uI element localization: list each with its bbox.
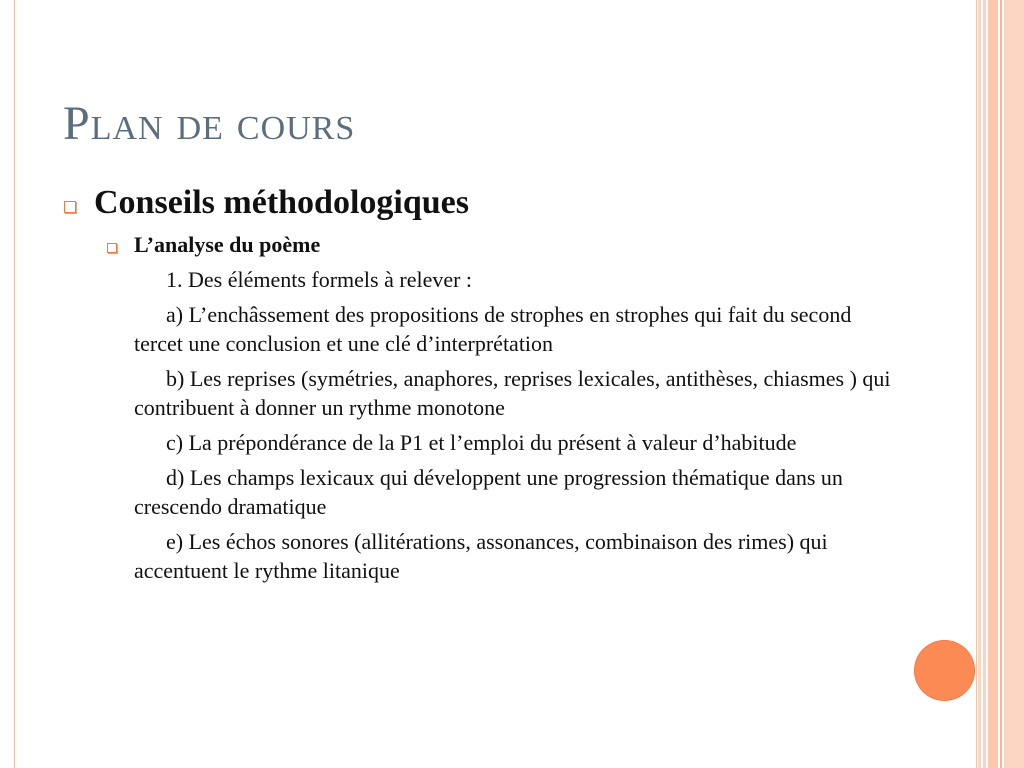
paragraph-a: a) L’enchâssement des propositions de strophes en strophes qui fait du second tercet une conclusion et une clé d’interprétation [134, 302, 852, 356]
body-text [134, 265, 894, 591]
stripe [983, 0, 986, 768]
paragraph-intro: 1. Des éléments formels à relever : [166, 267, 473, 292]
stripe [978, 0, 981, 768]
stripe [988, 0, 998, 768]
paragraph-e: e) Les échos sonores (allitérations, assonances, combinaison des rimes) qui accentuent le rythme litanique [134, 529, 828, 583]
paragraph-c: c) La prépondérance de la P1 et l’emploi du présent à valeur d’habitude [166, 430, 797, 455]
slide-title: Plan de cours [63, 97, 356, 150]
paragraph-d: d) Les champs lexicaux qui développent une progression thématique dans un crescendo dramatique [134, 465, 843, 519]
paragraph-b: b) Les reprises (symétries, anaphores, reprises lexicales, antithèses, chiasmes ) qui contribuent à donner un rythme monotone [134, 366, 891, 420]
stripe [1000, 0, 1002, 768]
heading-bullet [64, 200, 76, 218]
section-subheading: L’analyse du poème [134, 232, 321, 257]
stripe [1004, 0, 1024, 768]
decorative-circle [914, 640, 975, 701]
subheading-bullet [107, 240, 117, 258]
section-heading: Conseils méthodologiques [94, 184, 469, 221]
decorative-stripes [978, 0, 1024, 768]
square-bullet-icon [107, 243, 117, 253]
square-bullet-icon [64, 201, 76, 213]
